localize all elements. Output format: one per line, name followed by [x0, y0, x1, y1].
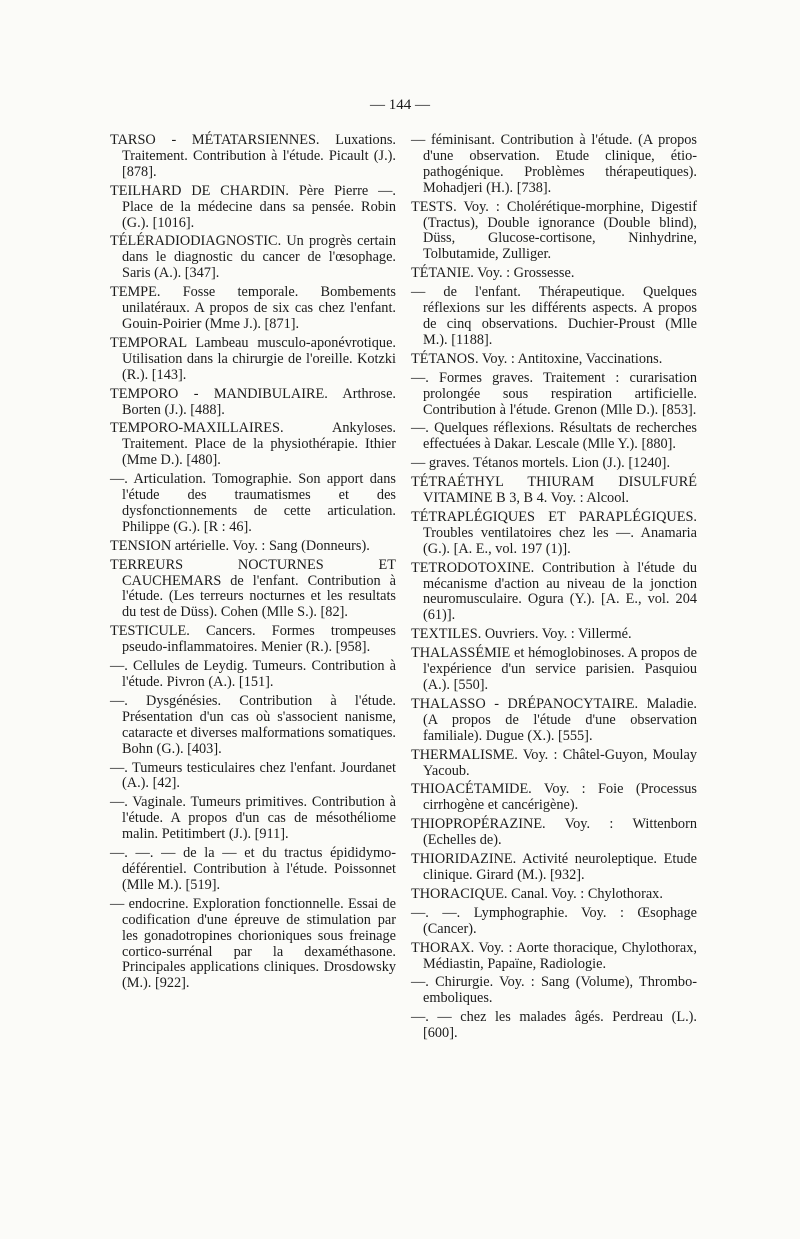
index-entry: TETRODOTOXINE. Contribution à l'étude du mécanisme d'action au niveau de la jonction neuromusculaire. Ogura (Y.). [A. E., vol. 204 (61)]. — [411, 559, 697, 624]
index-entry: —. Cellules de Leydig. Tumeurs. Contribution à l'étude. Pivron (A.). [151]. — [110, 658, 396, 690]
index-entry: TEMPORO-MAXILLAIRES. Ankyloses. Traitement. Place de la physiothérapie. Ithier (Mme D.). [480]. — [110, 420, 396, 469]
index-entry: THORACIQUE. Canal. Voy. : Chylothorax. — [411, 885, 663, 902]
index-entry: —. Vaginale. Tumeurs primitives. Contribution à l'étude. A propos d'un cas de mésothéliome malin. Petitimbert (J.). [911]. — [110, 794, 396, 843]
index-entry: THIOPROPÉRAZINE. Voy. : Wittenborn (Echelles de). — [411, 816, 697, 849]
index-entry: TENSION artérielle. Voy. : Sang (Donneurs). — [110, 537, 370, 554]
index-entry: THALASSO - DRÉPANOCYTAIRE. Maladie. (A propos de l'étude d'une observation familiale). Dugue (X.). [555]. — [411, 695, 697, 744]
index-entry: — féminisant. Contribution à l'étude. (A propos d'une observation. Etude clinique, étio-pathogénique. Problèmes thérapeutiques). Mohadjeri (H.). [738]. — [411, 132, 697, 196]
index-entry: —. Formes graves. Traitement : curarisation prolongée sous respiration artificielle. Contribution à l'étude. Grenon (Mlle D.). [853]. — [411, 369, 697, 418]
index-entry: TARSO - MÉTATARSIENNES. Luxations. Traitement. Contribution à l'étude. Picault (J.). [878]. — [110, 132, 396, 180]
index-entry: TEXTILES. Ouvriers. Voy. : Villermé. — [411, 626, 632, 643]
index-entry: TEMPORO - MANDIBULAIRE. Arthrose. Borten (J.). [488]. — [110, 385, 396, 418]
index-entry: —. —. Lymphographie. Voy. : Œsophage (Cancer). — [411, 904, 697, 937]
index-entry: TÉTANOS. Voy. : Antitoxine, Vaccinations. — [411, 350, 663, 367]
index-entry: TEMPE. Fosse temporale. Bombements unilatéraux. A propos de six cas chez l'enfant. Gouin-Poirier (Mme J.). [871]. — [110, 284, 396, 332]
index-entry: —. Articulation. Tomographie. Son apport dans l'étude des traumatismes et des dysfonctionnements de cette articulation. Philippe (G.). [R : 46]. — [110, 471, 396, 535]
index-entry: TESTS. Voy. : Cholérétique-morphine, Digestif (Tractus), Double ignorance (Double blind), Düss, Glucose-cortisone, Ninhydrine, Tolbutamide, Zulliger. — [411, 198, 697, 263]
index-entry: —. Chirurgie. Voy. : Sang (Volume), Thrombo-emboliques. — [411, 974, 697, 1007]
index-entry: —. — chez les malades âgés. Perdreau (L.). [600]. — [411, 1009, 697, 1042]
index-entry: — de l'enfant. Thérapeutique. Quelques réflexions sur les différents aspects. A propos de cinq observations. Duchier-Proust (Mlle M.). [1188]. — [411, 284, 697, 348]
index-entry: TÉTRAPLÉGIQUES ET PARAPLÉGIQUES. Troubles ventilatoires chez les —. Anamaria (G.). [A. E., vol. 197 (1)]. — [411, 508, 697, 557]
index-entry: TEILHARD DE CHARDIN. Père Pierre —. Place de la médecine dans sa pensée. Robin (G.). [1016]. — [110, 182, 396, 231]
index-entry: TÉTANIE. Voy. : Grossesse. — [411, 265, 575, 282]
index-entry: TEMPORAL Lambeau musculo-aponévrotique. Utilisation dans la chirurgie de l'oreille. Kotzki (R.). [143]. — [110, 334, 396, 383]
index-entry: THALASSÉMIE et hémoglobinoses. A propos de l'expérience d'un service parisien. Pasquiou (A.). [550]. — [411, 645, 697, 693]
right-column — [411, 133, 697, 1045]
index-entry: —. Quelques réflexions. Résultats de recherches effectuées à Dakar. Lescale (Mlle Y.). [880]. — [411, 420, 697, 453]
index-entry: TÉLÉRADIODIAGNOSTIC. Un progrès certain dans le diagnostic du cancer de l'œsophage. Saris (A.). [347]. — [110, 233, 396, 282]
index-entry: —. Tumeurs testiculaires chez l'enfant. Jourdanet (A.). [42]. — [110, 759, 396, 792]
index-entry: —. Dysgénésies. Contribution à l'étude. Présentation d'un cas où s'associent nanisme, cataracte et diverses malformations somatiques. Bohn (G.). [403]. — [110, 692, 396, 757]
index-entry: —. —. — de la — et du tractus épididymo-déférentiel. Contribution à l'étude. Poissonnet (Mlle M.). [519]. — [110, 845, 396, 893]
index-entry: THIORIDAZINE. Activité neuroleptique. Etude clinique. Girard (M.). [932]. — [411, 851, 697, 883]
index-entry: — graves. Tétanos mortels. Lion (J.). [1240]. — [411, 455, 671, 472]
index-entry: THERMALISME. Voy. : Châtel-Guyon, Moulay Yacoub. — [411, 746, 697, 779]
left-column — [110, 133, 396, 995]
index-entry: — endocrine. Exploration fonctionnelle. Essai de codification d'une épreuve de stimulation par les gonadotropines chorioniques sous freinage cortico-surrénal par la dexaméthasone. Principales applications cliniques. Drosdowsky (M.). [922]. — [110, 895, 396, 992]
page-number: — 144 — — [370, 97, 430, 113]
index-entry: TERREURS NOCTURNES ET CAUCHEMARS de l'enfant. Contribution à l'étude. (Les terreurs nocturnes et les resultats du test de Düss). Cohen (Mlle S.). [82]. — [110, 556, 396, 621]
index-entry: TÉTRAÉTHYL THIURAM DISULFURÉ VITAMINE B 3, B 4. Voy. : Alcool. — [411, 474, 697, 507]
index-entry: TESTICULE. Cancers. Formes trompeuses pseudo-inflammatoires. Menier (R.). [958]. — [110, 623, 396, 656]
index-entry: THIOACÉTAMIDE. Voy. : Foie (Processus cirrhogène et cancérigène). — [411, 781, 697, 814]
index-entry: THORAX. Voy. : Aorte thoracique, Chylothorax, Médiastin, Papaïne, Radiologie. — [411, 939, 697, 972]
